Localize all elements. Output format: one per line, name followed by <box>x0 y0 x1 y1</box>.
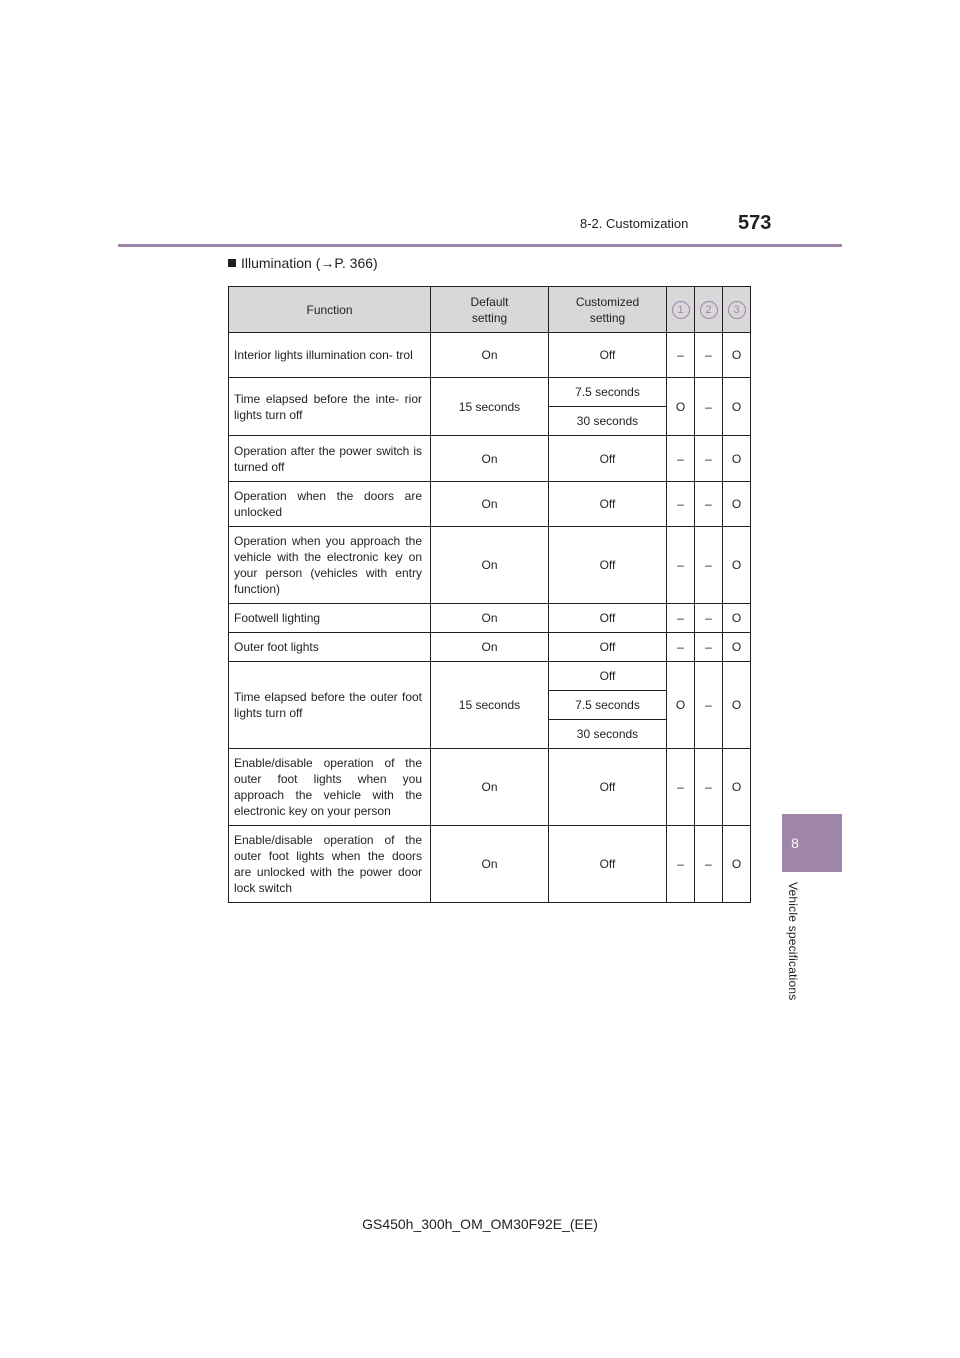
circle-number-3-icon: 3 <box>728 301 746 319</box>
table-row <box>229 482 751 527</box>
header-col-2 <box>695 287 723 333</box>
chapter-number: 8 <box>791 835 799 851</box>
default-setting-cell: On <box>431 633 549 662</box>
table-row <box>229 662 751 691</box>
default-setting-cell: On <box>431 826 549 903</box>
settings-table <box>228 286 751 903</box>
method-2-cell: – <box>695 436 723 482</box>
method-1-cell: – <box>667 527 695 604</box>
table-header-row <box>229 287 751 333</box>
function-cell: Footwell lighting <box>229 604 431 633</box>
customized-setting-cell: 30 seconds <box>549 720 667 749</box>
customized-setting-cell: Off <box>549 633 667 662</box>
customized-setting-cell: Off <box>549 333 667 378</box>
method-1-cell: O <box>667 378 695 436</box>
header-function: Function <box>229 287 431 333</box>
header-col-3 <box>723 287 751 333</box>
method-3-cell: O <box>723 527 751 604</box>
function-cell: Enable/disable operation of the outer foot lights when you approach the vehicle with the electronic key on your person <box>229 749 431 826</box>
square-bullet-icon <box>228 259 236 267</box>
default-setting-cell: On <box>431 527 549 604</box>
method-1-cell: – <box>667 436 695 482</box>
document-code: GS450h_300h_OM_OM30F92E_(EE) <box>362 1216 598 1232</box>
method-1-cell: O <box>667 662 695 749</box>
default-setting-cell: On <box>431 333 549 378</box>
method-3-cell: O <box>723 633 751 662</box>
method-2-cell: – <box>695 333 723 378</box>
function-cell: Enable/disable operation of the outer foot lights when the doors are unlocked with the power door lock switch <box>229 826 431 903</box>
section-heading-text: Illumination (→P. 366) <box>241 255 378 271</box>
circle-number-2-icon: 2 <box>700 301 718 319</box>
customized-setting-cell: Off <box>549 482 667 527</box>
method-1-cell: – <box>667 633 695 662</box>
method-1-cell: – <box>667 826 695 903</box>
function-cell: Interior lights illumination con- trol <box>229 333 431 378</box>
function-cell: Time elapsed before the outer foot lights turn off <box>229 662 431 749</box>
table-row <box>229 436 751 482</box>
default-setting-cell: On <box>431 436 549 482</box>
method-3-cell: O <box>723 333 751 378</box>
customized-setting-cell: Off <box>549 527 667 604</box>
table-row <box>229 333 751 378</box>
method-3-cell: O <box>723 482 751 527</box>
method-3-cell: O <box>723 749 751 826</box>
method-2-cell: – <box>695 749 723 826</box>
header-customized: Customized setting <box>549 287 667 333</box>
method-1-cell: – <box>667 749 695 826</box>
function-cell: Outer foot lights <box>229 633 431 662</box>
header-divider <box>118 244 842 247</box>
circle-number-1-icon: 1 <box>672 301 690 319</box>
method-1-cell: – <box>667 604 695 633</box>
header-default: Default setting <box>431 287 549 333</box>
chapter-label: Vehicle specifications <box>786 882 800 1001</box>
default-setting-cell: 15 seconds <box>431 662 549 749</box>
default-setting-cell: 15 seconds <box>431 378 549 436</box>
method-2-cell: – <box>695 826 723 903</box>
method-2-cell: – <box>695 482 723 527</box>
table-row <box>229 604 751 633</box>
table-row <box>229 749 751 826</box>
method-3-cell: O <box>723 604 751 633</box>
function-cell: Operation after the power switch is turned off <box>229 436 431 482</box>
customized-setting-cell: Off <box>549 604 667 633</box>
customized-setting-cell: Off <box>549 662 667 691</box>
function-cell: Operation when the doors are unlocked <box>229 482 431 527</box>
method-3-cell: O <box>723 378 751 436</box>
method-3-cell: O <box>723 436 751 482</box>
method-3-cell: O <box>723 826 751 903</box>
default-setting-cell: On <box>431 749 549 826</box>
section-title: 8-2. Customization <box>580 216 689 231</box>
method-1-cell: – <box>667 333 695 378</box>
customized-setting-cell: 7.5 seconds <box>549 378 667 407</box>
method-2-cell: – <box>695 662 723 749</box>
method-3-cell: O <box>723 662 751 749</box>
header-col-1 <box>667 287 695 333</box>
default-setting-cell: On <box>431 604 549 633</box>
method-1-cell: – <box>667 482 695 527</box>
method-2-cell: – <box>695 604 723 633</box>
table-row <box>229 826 751 903</box>
default-setting-cell: On <box>431 482 549 527</box>
function-cell: Operation when you approach the vehicle with the electronic key on your person (vehicles with entry function) <box>229 527 431 604</box>
function-cell: Time elapsed before the inte- rior lights turn off <box>229 378 431 436</box>
page-number: 573 <box>738 212 772 234</box>
customized-setting-cell: Off <box>549 749 667 826</box>
table-row <box>229 527 751 604</box>
customized-setting-cell: Off <box>549 826 667 903</box>
customized-setting-cell: 30 seconds <box>549 407 667 436</box>
table-row <box>229 378 751 407</box>
method-2-cell: – <box>695 378 723 436</box>
table-body <box>229 333 751 903</box>
table-row <box>229 633 751 662</box>
section-heading <box>228 255 378 271</box>
customized-setting-cell: Off <box>549 436 667 482</box>
customized-setting-cell: 7.5 seconds <box>549 691 667 720</box>
method-2-cell: – <box>695 527 723 604</box>
method-2-cell: – <box>695 633 723 662</box>
